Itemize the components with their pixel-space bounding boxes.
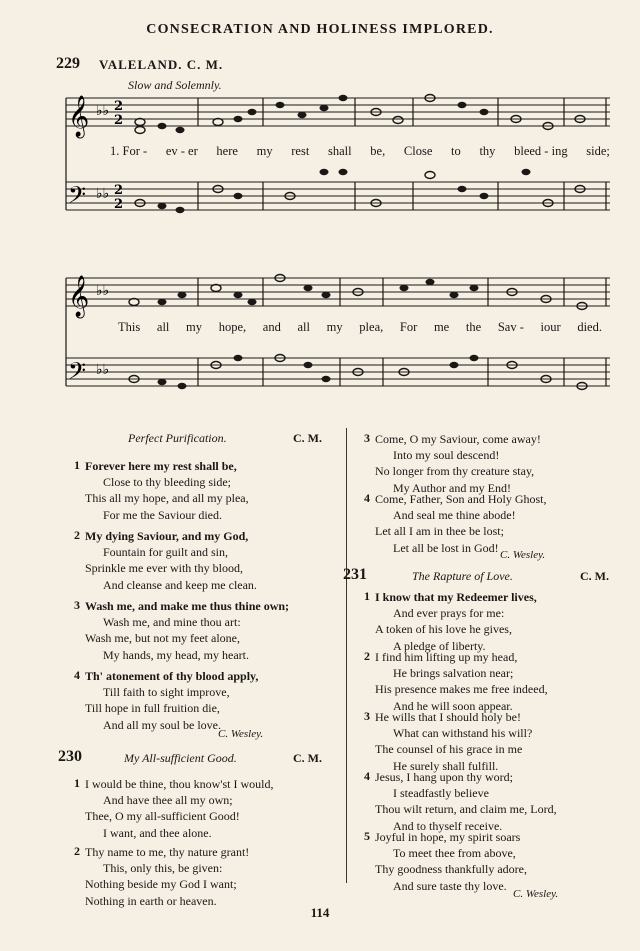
hymn-230-verse-4 bbox=[356, 491, 547, 556]
verse-line: I want, and thee alone. bbox=[103, 825, 212, 840]
verse-number: 3 bbox=[74, 598, 80, 612]
music-system-1 bbox=[58, 90, 618, 240]
verse-line: A token of his love he gives, bbox=[375, 622, 512, 637]
verse-line: Wash me, and make me thus thine own; bbox=[85, 599, 290, 613]
lyric-syllable: and bbox=[262, 320, 281, 334]
hymn-229-verse-2 bbox=[66, 528, 257, 593]
verse-line: Nothing beside my God I want; bbox=[85, 877, 237, 892]
bass-clef-icon: 𝄢 bbox=[68, 181, 87, 214]
lyric-syllable: all bbox=[297, 320, 310, 334]
verse-line: Thy goodness thankfully adore, bbox=[375, 862, 527, 877]
lyric-syllable: This bbox=[118, 320, 141, 334]
verse-line: Thee, O my all-sufficient Good! bbox=[85, 809, 240, 824]
lyric-syllable: my bbox=[186, 320, 203, 334]
verse-line: And he will soon appear. bbox=[393, 698, 513, 713]
verse-line: Wash me, and mine thou art: bbox=[103, 615, 241, 630]
lyric-syllable: Sav - bbox=[497, 320, 524, 334]
lyric-syllable: shall bbox=[328, 144, 352, 158]
verse-line: Sprinkle me ever with thy blood, bbox=[85, 561, 243, 576]
verse-line: This all my hope, and all my plea, bbox=[85, 491, 249, 506]
tempo-marking: Slow and Solemnly. bbox=[128, 78, 222, 92]
verse-line: And ever prays for me: bbox=[393, 606, 505, 621]
hymn-231-author: C. Wesley. bbox=[513, 888, 559, 900]
bass-staff-2 bbox=[66, 358, 610, 386]
verse-line: My hands, my head, my heart. bbox=[103, 647, 249, 662]
hymn-231-verse-1 bbox=[356, 589, 537, 654]
lyric-syllable: here bbox=[216, 144, 238, 158]
verse-number: 1 bbox=[364, 589, 370, 603]
verse-line: And seal me thine abode! bbox=[393, 508, 516, 523]
svg-text:♭♭: ♭♭ bbox=[96, 103, 110, 119]
verse-line: His presence makes me free indeed, bbox=[375, 682, 548, 697]
verse-line: I steadfastly believe bbox=[393, 786, 489, 801]
verse-line: Till faith to sight improve, bbox=[103, 685, 230, 700]
lyric-syllable: died. bbox=[577, 320, 602, 334]
lyric-syllable: 1. For - bbox=[110, 144, 148, 158]
verse-line: Nothing in earth or heaven. bbox=[85, 893, 217, 908]
verse-line: Close to thy bleeding side; bbox=[103, 475, 231, 490]
verse-line: My dying Saviour, and my God, bbox=[85, 529, 249, 543]
verse-number: 4 bbox=[364, 491, 370, 505]
verse-number: 3 bbox=[364, 709, 370, 723]
verse-line: He brings salvation near; bbox=[393, 666, 514, 681]
verse-line: The counsel of his grace in me bbox=[375, 742, 523, 757]
lyric-syllable: ev - er bbox=[165, 144, 198, 158]
verse-line: This, only this, be given: bbox=[103, 861, 223, 876]
verse-line: A pledge of liberty. bbox=[393, 638, 486, 653]
verse-line: And cleanse and keep me clean. bbox=[103, 577, 257, 592]
svg-text:2: 2 bbox=[114, 183, 124, 198]
verse-number: 1 bbox=[74, 776, 80, 790]
lyric-syllable: bleed - ing bbox=[514, 144, 568, 158]
verse-line: To meet thee from above, bbox=[393, 846, 516, 861]
hymn-229-verse-4 bbox=[66, 668, 258, 733]
verse-line: Th' atonement of thy blood apply, bbox=[85, 669, 259, 683]
verse-line: My Author and my End! bbox=[393, 480, 511, 495]
hymn-231-verse-3 bbox=[356, 709, 532, 774]
verse-line: Wash me, but not my feet alone, bbox=[85, 631, 240, 646]
verse-number: 4 bbox=[364, 769, 370, 783]
verse-line: For me the Saviour died. bbox=[103, 507, 222, 522]
svg-text:♭♭: ♭♭ bbox=[96, 362, 110, 378]
hymn-230-verse-3 bbox=[356, 431, 541, 496]
verse-line: Let all be lost in God! bbox=[393, 540, 499, 555]
page-header: CONSECRATION AND HOLINESS IMPLORED. bbox=[146, 22, 494, 37]
verse-number: 3 bbox=[364, 431, 370, 445]
hymn-230-title: My All-sufficient Good. bbox=[124, 751, 237, 765]
verse-line: Into my soul descend! bbox=[393, 448, 500, 463]
lyric-syllable: For bbox=[399, 320, 418, 334]
verse-line: I would be thine, thou know'st I would, bbox=[85, 777, 274, 791]
lyric-syllable: all bbox=[156, 320, 170, 334]
verse-number: 1 bbox=[74, 458, 80, 472]
treble-staff-1 bbox=[66, 98, 610, 126]
hymn-number-230: 230 bbox=[58, 748, 82, 765]
bass-staff-1 bbox=[66, 182, 610, 210]
hymn-229-title: Perfect Purification. bbox=[128, 431, 227, 445]
treble-staff-2 bbox=[66, 278, 610, 306]
verse-line: What can withstand his will? bbox=[393, 726, 533, 741]
hymn-231-verse-2 bbox=[356, 649, 548, 714]
tune-title: VALELAND. C. M. bbox=[99, 57, 224, 72]
hymn-231-title: The Rapture of Love. bbox=[412, 569, 513, 583]
page-number: 114 bbox=[310, 905, 330, 920]
lyric-syllable: my bbox=[256, 144, 273, 158]
verse-number: 2 bbox=[74, 528, 80, 542]
hymn-230-meter: C. M. bbox=[293, 751, 322, 765]
verse-line: And have thee all my own; bbox=[103, 793, 233, 808]
svg-text:2: 2 bbox=[114, 113, 124, 128]
verse-line: He wills that I should holy be! bbox=[375, 710, 521, 724]
hymn-231-meter: C. M. bbox=[580, 569, 609, 583]
verse-line: Come, O my Saviour, come away! bbox=[375, 432, 541, 446]
verse-number: 5 bbox=[364, 829, 370, 843]
hymn-231-verse-5 bbox=[356, 829, 527, 894]
verse-line: Let all I am in thee be lost; bbox=[375, 524, 504, 539]
treble-clef-icon: 𝄞 bbox=[68, 276, 90, 317]
lyric-syllable: Close bbox=[403, 144, 433, 158]
verse-line: And to thyself receive. bbox=[393, 818, 503, 833]
verse-line: I find him lifting up my head, bbox=[375, 650, 518, 664]
svg-text:♭♭: ♭♭ bbox=[96, 186, 110, 202]
hymn-231-verse-4 bbox=[356, 769, 557, 834]
verse-line: He surely shall fulfill. bbox=[393, 758, 499, 773]
hymn-230-verse-2 bbox=[66, 844, 249, 909]
verse-line: Forever here my rest shall be, bbox=[85, 459, 237, 473]
verse-line: Joyful in hope, my spirit soars bbox=[375, 830, 521, 844]
verse-line: And all my soul be love. bbox=[103, 717, 221, 732]
lyric-syllable: the bbox=[465, 320, 482, 334]
verse-number: 2 bbox=[74, 844, 80, 858]
hymn-229-verse-3 bbox=[66, 598, 289, 663]
hymn-230-author: C. Wesley. bbox=[500, 549, 546, 561]
svg-text:2: 2 bbox=[114, 99, 124, 114]
hymn-229-verse-1 bbox=[66, 458, 249, 523]
verse-line: I know that my Redeemer lives, bbox=[375, 590, 537, 604]
hymn-229-author: C. Wesley. bbox=[218, 728, 264, 740]
bass-clef-icon: 𝄢 bbox=[68, 357, 87, 390]
lyric-syllable: me bbox=[433, 320, 450, 334]
svg-text:♭♭: ♭♭ bbox=[96, 283, 110, 299]
lyrics-line-1 bbox=[110, 144, 610, 159]
lyrics-line-2 bbox=[118, 320, 602, 335]
lyric-syllable: thy bbox=[479, 144, 496, 158]
hymn-230-verse-1 bbox=[66, 776, 273, 841]
lyric-syllable: be, bbox=[370, 144, 386, 158]
verse-number: 4 bbox=[74, 668, 80, 682]
verse-line: Thy name to me, thy nature grant! bbox=[85, 845, 250, 859]
verse-line: Till hope in full fruition die, bbox=[85, 701, 220, 716]
verse-line: Jesus, I hang upon thy word; bbox=[375, 770, 513, 784]
lyric-syllable: rest bbox=[291, 144, 310, 158]
verse-line: Come, Father, Son and Holy Ghost, bbox=[375, 492, 547, 506]
column-divider bbox=[346, 428, 347, 883]
verse-line: Fountain for guilt and sin, bbox=[103, 545, 228, 560]
hymn-number-229: 229 bbox=[56, 55, 80, 72]
lyric-syllable: to bbox=[451, 144, 461, 158]
verse-line: Thou wilt return, and claim me, Lord, bbox=[375, 802, 557, 817]
hymn-number-231: 231 bbox=[343, 566, 367, 583]
verse-line: No longer from thy creature stay, bbox=[375, 464, 535, 479]
lyric-syllable: iour bbox=[540, 320, 561, 334]
verse-number: 2 bbox=[364, 649, 370, 663]
lyric-syllable: plea, bbox=[359, 320, 384, 334]
lyric-syllable: hope, bbox=[218, 320, 247, 334]
svg-text:2: 2 bbox=[114, 197, 124, 212]
lyric-syllable: my bbox=[326, 320, 343, 334]
verse-line: And sure taste thy love. bbox=[393, 878, 507, 893]
hymn-229-meter: C. M. bbox=[293, 431, 322, 445]
treble-clef-icon: 𝄞 bbox=[68, 96, 90, 137]
lyric-syllable: side; bbox=[586, 144, 610, 158]
